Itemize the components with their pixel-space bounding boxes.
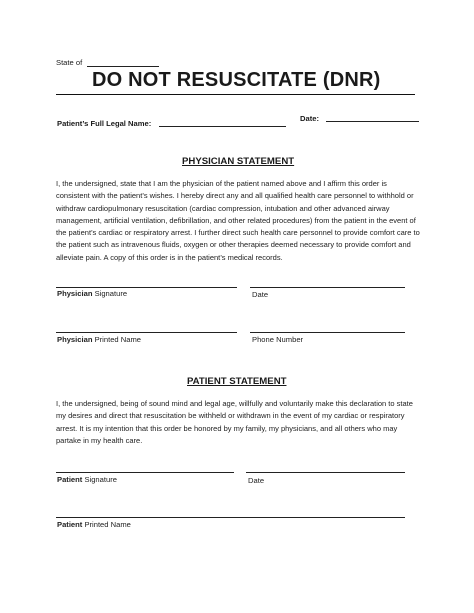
physician-date-line[interactable] — [250, 287, 405, 288]
patient-name-label: Patient’s Full Legal Name: — [57, 119, 152, 128]
patient-statement-paragraph: I, the undersigned, being of sound mind and legal age, willfully and voluntarily make this declaration to state my desires and direct that resuscitation be withheld or withdrawn in the event of my cardiac or respiratory arrest. It is my intention that this order be honored by my family, my physicians, and all others who may partake in my health care. — [56, 399, 413, 445]
patient-printed-name-rest: Printed Name — [82, 520, 131, 529]
physician-date-label: Date — [252, 290, 269, 299]
patient-date-label: Date — [248, 476, 265, 485]
patient-printed-name-bold: Patient — [57, 520, 83, 529]
state-field-line[interactable] — [87, 66, 159, 67]
title-rule — [56, 94, 415, 95]
physician-phone-line[interactable] — [250, 332, 405, 333]
patient-statement-heading: PATIENT STATEMENT — [187, 376, 287, 387]
patient-printed-name-line[interactable] — [56, 517, 405, 518]
patient-signature-label — [57, 475, 117, 484]
physician-printed-name-label — [57, 335, 141, 344]
patient-signature-line[interactable] — [56, 472, 234, 473]
date-field-line[interactable] — [326, 121, 419, 122]
physician-signature-line[interactable] — [56, 287, 237, 288]
physician-signature-label — [57, 289, 127, 298]
physician-phone-label: Phone Number — [252, 335, 304, 344]
patient-name-field-line[interactable] — [159, 126, 286, 127]
physician-signature-bold: Physician — [57, 289, 93, 298]
patient-date-line[interactable] — [246, 472, 405, 473]
date-label: Date: — [300, 114, 319, 123]
state-label: State of — [56, 58, 83, 67]
physician-statement-paragraph: I, the undersigned, state that I am the physician of the patient named above and I affirm this order is consistent with the patient’s wishes. I hereby direct any and all qualified health care personnel to withhold or withdraw cardiopulmonary resuscitation (cardiac compression, intubation and other advanced airway management, artificial ventilation, defibrillation, and other related procedures) from the patient in the event of the patient’s cardiac or respiratory arrest. I further direct such health care personnel to provide comfort care to the patient such as intravenous fluids, oxygen or other therapies deemed necessary to provide comfort and alleviate pain. A copy of this order is in the patient’s medical records. — [56, 179, 420, 262]
physician-statement-heading: PHYSICIAN STATEMENT — [182, 156, 295, 167]
patient-signature-bold: Patient — [57, 475, 83, 484]
physician-printed-name-bold: Physician — [57, 335, 93, 344]
physician-printed-name-line[interactable] — [56, 332, 237, 333]
patient-printed-name-label — [57, 520, 131, 529]
physician-printed-name-rest: Printed Name — [92, 335, 142, 344]
patient-signature-rest: Signature — [82, 475, 117, 484]
document-title: DO NOT RESUSCITATE (DNR) — [92, 69, 381, 91]
physician-signature-rest: Signature — [92, 289, 128, 298]
